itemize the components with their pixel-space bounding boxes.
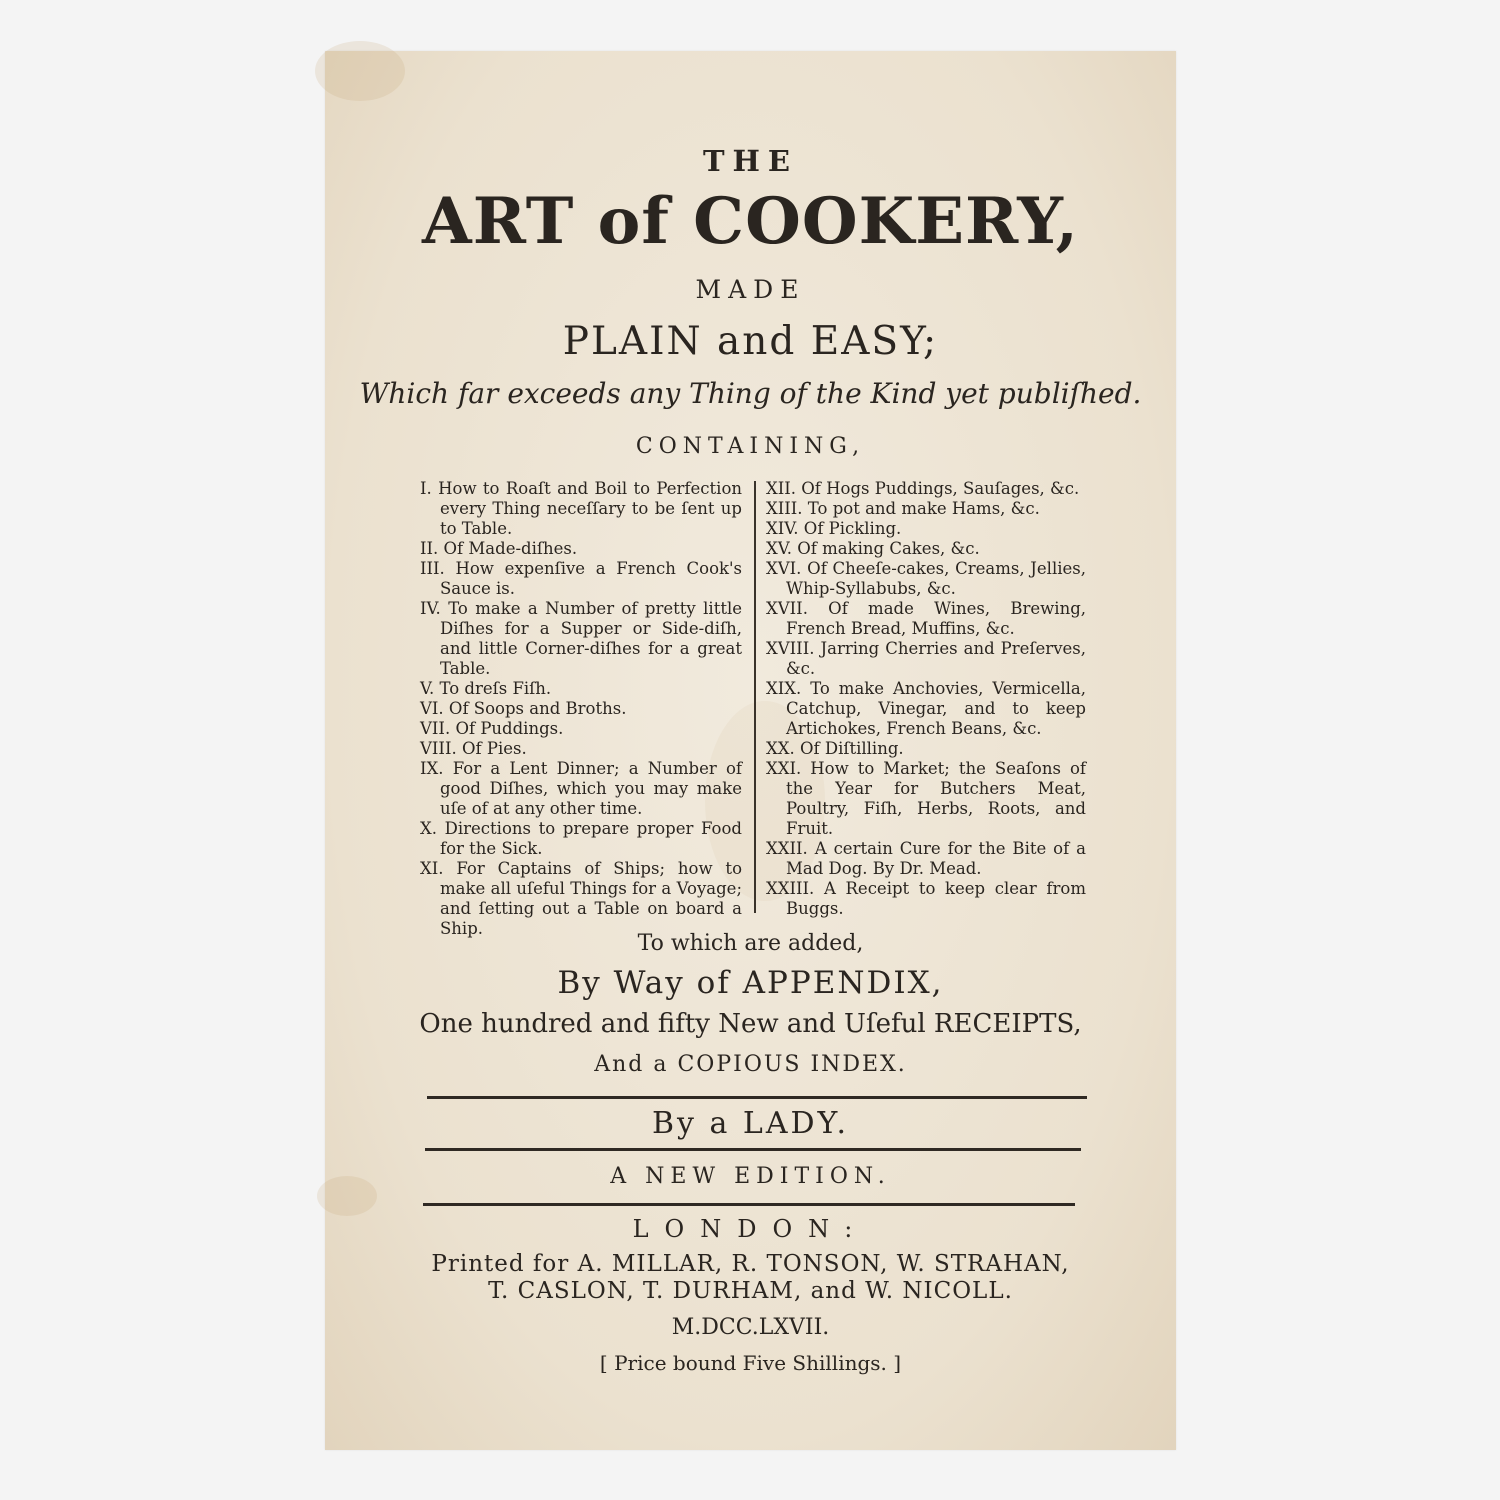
- contents-item: VIII. Of Pies.: [420, 739, 527, 758]
- index-line: And a COPIOUS INDEX.: [594, 1052, 907, 1077]
- contents-left-column: [420, 479, 742, 939]
- edition-line: A NEW EDITION.: [610, 1164, 891, 1189]
- contents-item: X. Directions to prepare proper Food for the Sick.: [420, 819, 742, 858]
- contents-item: XXII. A certain Cure for the Bite of a Mad Dog. By Dr. Mead.: [766, 839, 1086, 878]
- receipts-line: One hundred and fifty New and Uſeful RECEIPTS,: [419, 1009, 1082, 1039]
- contents-item: I. How to Roaſt and Boil to Perfection every Thing neceſſary to be ſent up to Table.: [420, 479, 742, 538]
- price-line: [ Price bound Five Shillings. ]: [599, 1351, 902, 1375]
- contents-item: XV. Of making Cakes, &c.: [766, 539, 980, 558]
- contents-item: XVI. Of Cheeſe-cakes, Creams, Jellies, Whip-Syllabubs, &c.: [766, 559, 1086, 598]
- contents-item: XIII. To pot and make Hams, &c.: [766, 499, 1040, 518]
- contents-item: V. To dreſs Fiſh.: [420, 679, 552, 698]
- contents-item: VI. Of Soops and Broths.: [420, 699, 627, 718]
- contents-item: II. Of Made-diſhes.: [420, 539, 578, 558]
- main-title: ART of COOKERY,: [422, 184, 1079, 259]
- heading-made: MADE: [695, 275, 806, 304]
- appendix-line: By Way of APPENDIX,: [557, 965, 944, 1001]
- imprint-printers-line-2: T. CASLON, T. DURHAM, and W. NICOLL.: [488, 1278, 1013, 1304]
- imprint-printers-line-1: Printed for A. MILLAR, R. TONSON, W. STRAHAN,: [431, 1251, 1070, 1277]
- imprint-place: LONDON:: [632, 1215, 869, 1243]
- column-divider: [754, 481, 756, 913]
- contents-item: IV. To make a Number of pretty little Diſhes for a Supper or Side-diſh, and little Corner-diſhes for a great Table.: [420, 599, 742, 678]
- rule-divider: [425, 1148, 1081, 1151]
- containing-heading: CONTAINING,: [635, 434, 866, 459]
- author-line: By a LADY.: [651, 1106, 850, 1141]
- contents-item: XII. Of Hogs Puddings, Sauſages, &c.: [766, 479, 1080, 498]
- contents-item: XIV. Of Pickling.: [766, 519, 902, 538]
- subtitle: Which far exceeds any Thing of the Kind yet publiſhed.: [359, 377, 1142, 410]
- contents-item: XXIII. A Receipt to keep clear from Buggs.: [766, 879, 1086, 918]
- rule-divider: [427, 1096, 1087, 1099]
- rule-divider: [423, 1203, 1075, 1206]
- contents-item: XX. Of Diſtilling.: [766, 739, 904, 758]
- contents-item: XVIII. Jarring Cherries and Preſerves, &c.: [766, 639, 1086, 678]
- contents-item: VII. Of Puddings.: [420, 719, 564, 738]
- heading-the: THE: [702, 144, 799, 178]
- title-page: [325, 51, 1176, 1450]
- contents-item: III. How expenſive a French Cook's Sauce is.: [420, 559, 742, 598]
- heading-plain-easy: PLAIN and EASY;: [562, 319, 939, 364]
- contents-item: XXI. How to Market; the Seaſons of the Year for Butchers Meat, Poultry, Fiſh, Herbs, Roots, and Fruit.: [766, 759, 1086, 838]
- contents-item: XI. For Captains of Ships; how to make all uſeful Things for a Voyage; and ſetting out a Table on board a Ship.: [420, 859, 742, 938]
- contents-item: XVII. Of made Wines, Brewing, French Bread, Muffins, &c.: [766, 599, 1086, 638]
- imprint-year: M.DCC.LXVII.: [671, 1315, 830, 1340]
- contents-item: XIX. To make Anchovies, Vermicella, Catchup, Vinegar, and to keep Artichokes, French Beans, &c.: [766, 679, 1086, 738]
- added-line: To which are added,: [637, 931, 864, 956]
- contents-item: IX. For a Lent Dinner; a Number of good Diſhes, which you may make uſe of at any other time.: [420, 759, 742, 818]
- contents-right-column: [766, 479, 1086, 919]
